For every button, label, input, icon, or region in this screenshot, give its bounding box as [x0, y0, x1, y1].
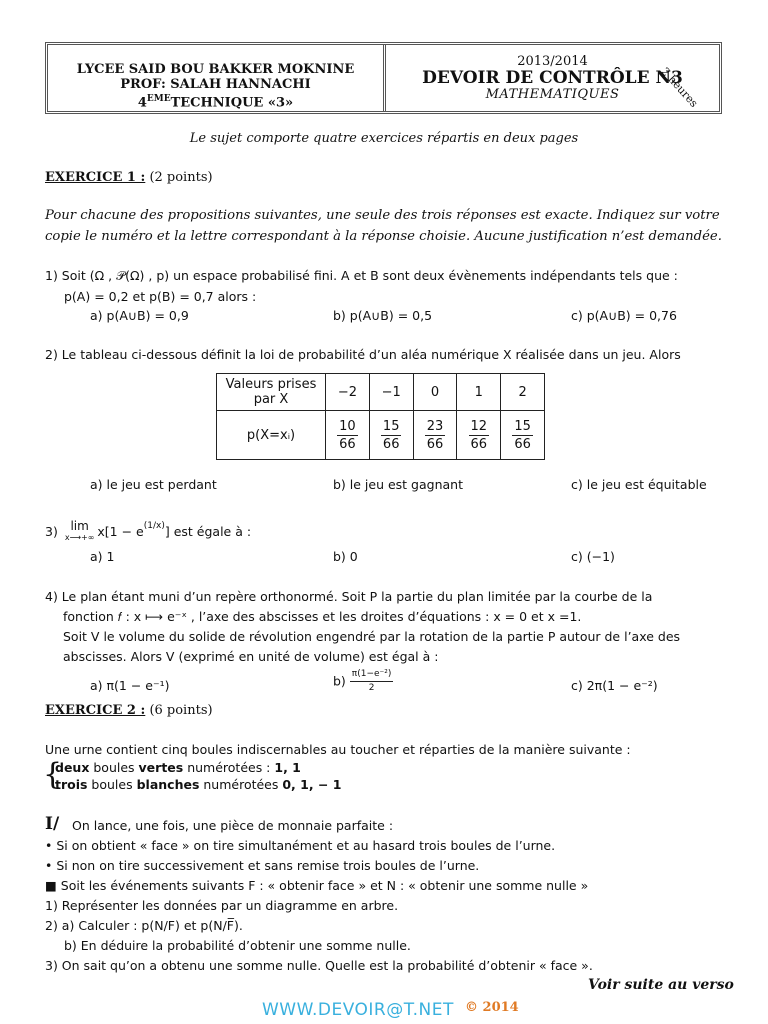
ex2-white-balls: trois boules blanches numérotées 0, 1, − 1: [55, 777, 342, 792]
ex2-p5: 1) Représenter les données par un diagramme en arbre.: [45, 898, 399, 913]
school-name: LYCEE SAID BOU BAKKER MOKNINE: [76, 62, 355, 77]
q1-choice-c: c) p(A∪B) = 0,76: [571, 308, 677, 323]
copyright-watermark: © 2014: [465, 1000, 519, 1015]
q3-choice-c: c) (−1): [571, 549, 615, 564]
table-value: 2: [501, 374, 545, 411]
table-value: 1: [457, 374, 501, 411]
intro-text: Le sujet comporte quatre exercices répartis en deux pages: [189, 131, 579, 146]
table-value: 0: [413, 374, 457, 411]
ex2-p3: • Si non on tire successivement et sans remise trois boules de l’urne.: [45, 858, 480, 873]
ex2-p6: 2) a) Calculer : p(N/F) et p(N/F̅).: [45, 918, 243, 933]
continue-note: Voir suite au verso: [588, 977, 734, 993]
ex2-heading: EXERCICE 2 : (6 points): [45, 703, 213, 718]
ex1-instructions-line1: Pour chacune des propositions suivantes, une seule des trois réponses est exacte. Indiquez sur votre: [45, 208, 720, 223]
table-prob: $\frac{10}{66}$: [326, 411, 370, 460]
ex2-p8: 3) On sait qu’on a obtenu une somme nulle. Quelle est la probabilité d’obtenir « face ».: [45, 958, 593, 973]
ex2-p1: On lance, une fois, une pièce de monnaie parfaite :: [72, 818, 394, 833]
exam-title: DEVOIR DE CONTRÔLE N3: [422, 68, 683, 88]
header-school-block: [48, 45, 386, 111]
school-year: 2013/2014: [517, 54, 588, 69]
table-prob: $\frac{15}{66}$: [501, 411, 545, 460]
table-prob: $\frac{23}{66}$: [413, 411, 457, 460]
q1-text: 1) Soit (Ω , 𝒫(Ω) , p) un espace probabilisé fini. A et B sont deux évènements indépendants tels que :: [45, 268, 678, 283]
q4-line4: abscisses. Alors V (exprimé en unité de volume) est égal à :: [63, 649, 439, 664]
q2-choice-a: a) le jeu est perdant: [90, 477, 217, 492]
q2-choice-b: b) le jeu est gagnant: [333, 477, 463, 492]
ex2-green-balls: deux boules vertes numérotées : 1, 1: [55, 760, 301, 775]
table-header-values: Valeurs prises par X: [217, 374, 326, 411]
probability-table: [216, 373, 545, 460]
ex2-p4: ■ Soit les événements suivants F : « obtenir face » et N : « obtenir une somme nulle »: [45, 878, 589, 893]
q1-choice-b: b) p(A∪B) = 0,5: [333, 308, 433, 323]
q2-text: 2) Le tableau ci-dessous définit la loi de probabilité d’un aléa numérique X réalisée dans un jeu. Alors: [45, 347, 681, 362]
duration-label: 2 heures: [658, 65, 701, 110]
table-prob: $\frac{15}{66}$: [369, 411, 413, 460]
q4-choice-c: c) 2π(1 − e⁻²): [571, 678, 658, 693]
subject-name: MATHEMATIQUES: [485, 87, 620, 102]
ex1-instructions-line2: copie le numéro et la lettre correspondant à la réponse choisie. Aucune justification n’est demandée.: [45, 229, 722, 244]
q4-choice-b: b) $\frac{\text{π(1−e⁻²)}}{2}$: [333, 669, 392, 693]
q2-choice-c: c) le jeu est équitable: [571, 477, 707, 492]
q4-line3: Soit V le volume du solide de révolution engendré par la rotation de la partie P autour de l’axe des: [63, 629, 681, 644]
ex1-heading: EXERCICE 1 : (2 points): [45, 170, 213, 185]
q4-line1: 4) Le plan étant muni d’un repère orthonormé. Soit P la partie du plan limitée par la courbe de la: [45, 589, 653, 604]
class-name: 4EMETECHNIQUE «3»: [137, 94, 294, 111]
q1-choice-a: a) p(A∪B) = 0,9: [90, 308, 189, 323]
part-one-label: I/: [45, 814, 60, 834]
q3-choice-a: a) 1: [90, 549, 115, 564]
table-prob: $\frac{12}{66}$: [457, 411, 501, 460]
table-header-probability: p(X=xᵢ): [217, 411, 326, 460]
q4-choice-a: a) π(1 − e⁻¹): [90, 678, 170, 693]
q3-choice-b: b) 0: [333, 549, 358, 564]
q3-text: 3) lim x⟶+∞ $x[1 - e^{(1/x)}]$ est égale à :: [45, 519, 252, 542]
table-value: −1: [369, 374, 413, 411]
q4-line2: fonction 𝑓 : x ⟼ e⁻ˣ , l’axe des abscisses et les droites d’équations : x = 0 et x =1.: [63, 609, 582, 624]
q1-given: p(A) = 0,2 et p(B) = 0,7 alors :: [64, 289, 257, 304]
table-value: −2: [326, 374, 370, 411]
ex2-urn-description: Une urne contient cinq boules indiscernables au toucher et réparties de la manière suivante :: [45, 742, 631, 757]
header-box: [45, 42, 722, 114]
ex2-p2: • Si on obtient « face » on tire simultanément et au hasard trois boules de l’urne.: [45, 838, 556, 853]
curly-brace: {: [43, 757, 63, 792]
teacher-name: PROF: SALAH HANNACHI: [120, 77, 311, 92]
ex2-p7: b) En déduire la probabilité d’obtenir une somme nulle.: [64, 938, 411, 953]
site-watermark: WWW.DEVOIR@T.NET: [262, 1000, 454, 1020]
